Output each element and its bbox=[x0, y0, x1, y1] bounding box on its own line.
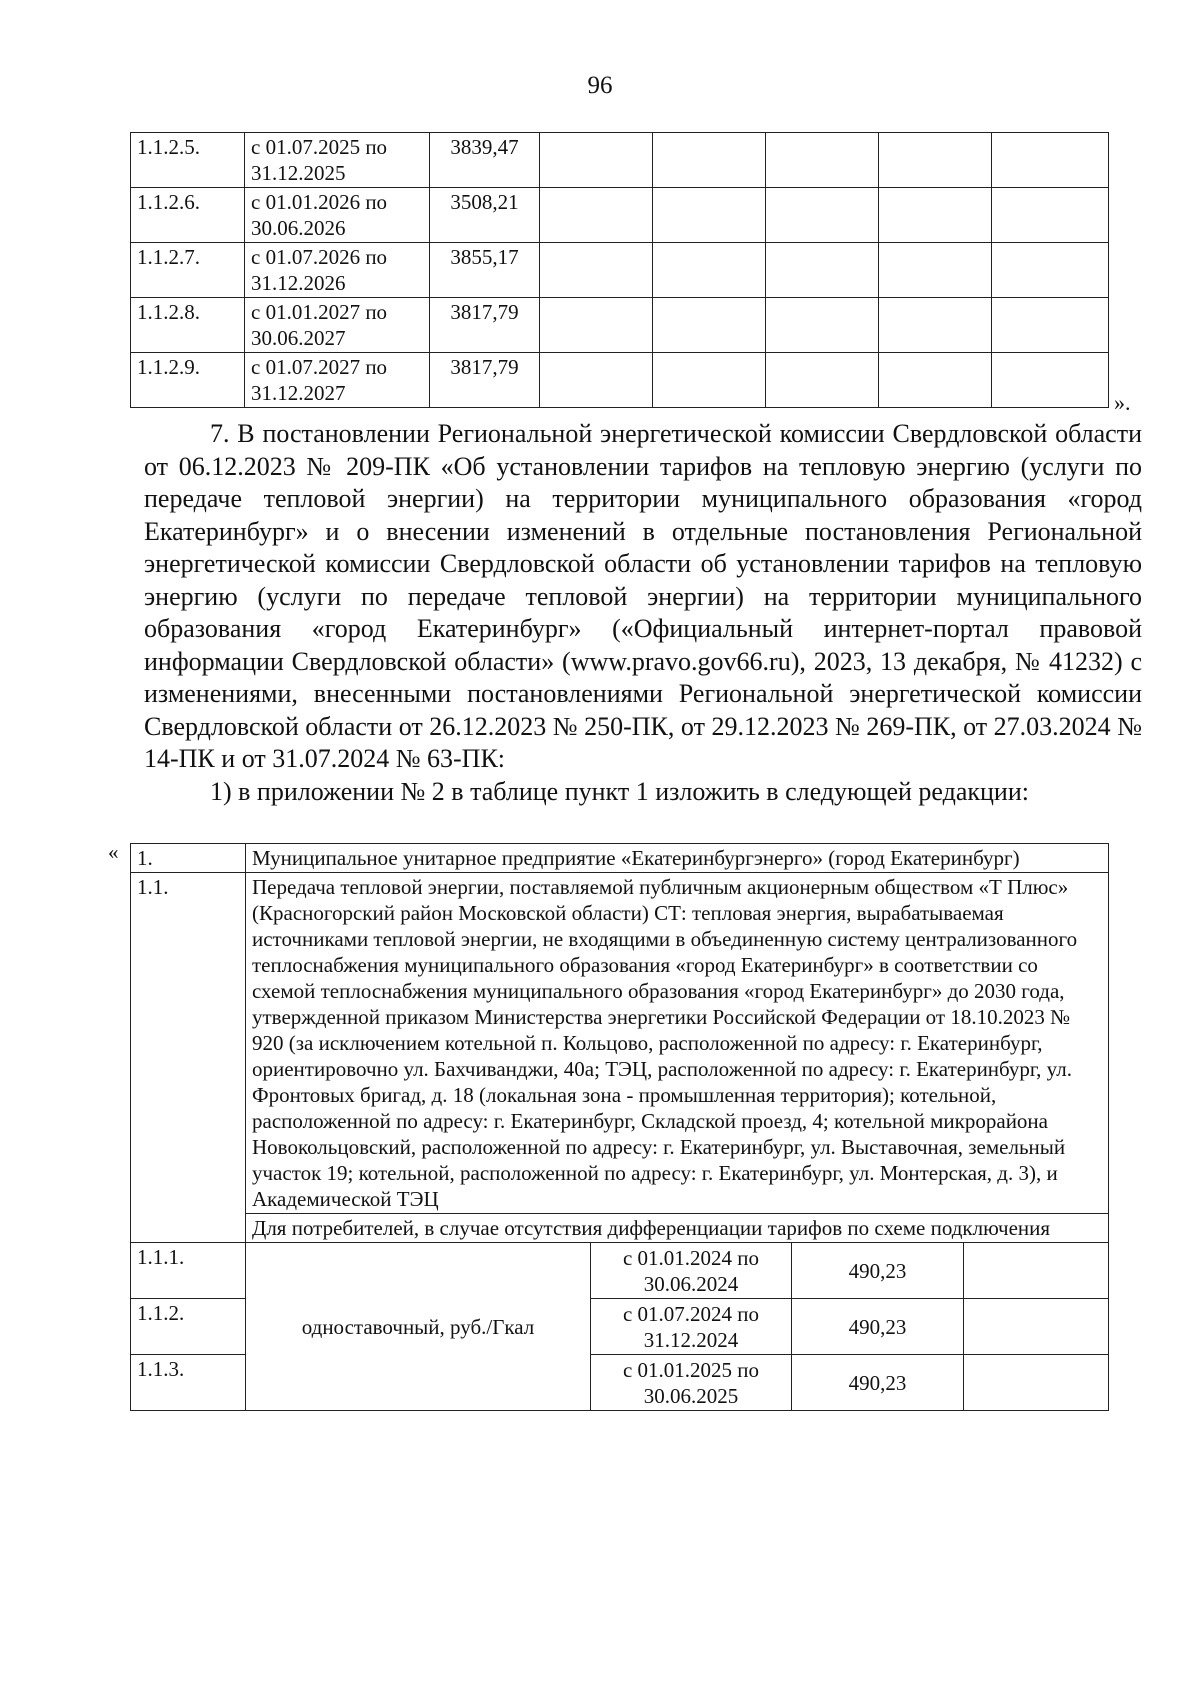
empty-cell bbox=[879, 353, 992, 408]
empty-cell bbox=[879, 243, 992, 298]
table-row bbox=[131, 243, 1109, 298]
tariff-table-new-edition bbox=[130, 843, 1109, 1411]
row-period: с 01.07.2026 по 31.12.2026 bbox=[245, 243, 430, 298]
empty-cell bbox=[879, 133, 992, 188]
row-value: 490,23 bbox=[792, 1243, 964, 1299]
opening-quote: « bbox=[108, 840, 119, 864]
empty-cell bbox=[879, 298, 992, 353]
row-number: 1.1.2.6. bbox=[131, 188, 245, 243]
tariff-table-continuation bbox=[130, 132, 1109, 408]
empty-cell bbox=[540, 188, 653, 243]
table-row bbox=[131, 298, 1109, 353]
paragraph-7-text: 7. В постановлении Региональной энергетической комиссии Свердловской области от 06.12.2023 № 209-ПК «Об установлении тарифов на тепловую энергию (услуги по передаче тепловой энергии) на территории муниципального образования «город Екатеринбург» и о внесении изменений в отдельные постановления Региональной энергетической комиссии Свердловской области об установлении тарифов на тепловую энергию (услуги по передаче тепловой энергии) на территории муниципального образования «город Екатеринбург» («Официальный интернет-портал правовой информации Свердловской области» (www.pravo.gov66.ru), 2023, 13 декабря, № 41232) с изменениями, внесенными постановлениями Региональной энергетической комиссии Свердловской области от 26.12.2023 № 250-ПК, от 29.12.2023 № 269-ПК, от 27.03.2024 № 14-ПК и от 31.07.2024 № 63-ПК: bbox=[144, 419, 1142, 773]
row-value: 3855,17 bbox=[430, 243, 540, 298]
empty-cell bbox=[992, 188, 1109, 243]
empty-cell bbox=[992, 133, 1109, 188]
empty-cell bbox=[879, 188, 992, 243]
row-period: с 01.01.2025 по 30.06.2025 bbox=[591, 1355, 792, 1411]
page-number: 96 bbox=[587, 72, 613, 99]
consumers-description: Для потребителей, в случае отсутствия дифференциации тарифов по схеме подключения bbox=[246, 1214, 1109, 1243]
row-number: 1.1.2. bbox=[131, 1299, 246, 1355]
row-period: с 01.07.2024 по 31.12.2024 bbox=[591, 1299, 792, 1355]
empty-cell bbox=[653, 133, 766, 188]
row-number: 1.1.3. bbox=[131, 1355, 246, 1411]
row-period: с 01.01.2026 по 30.06.2026 bbox=[245, 188, 430, 243]
table-row bbox=[131, 353, 1109, 408]
empty-cell bbox=[992, 298, 1109, 353]
table-row bbox=[131, 133, 1109, 188]
row-value: 490,23 bbox=[792, 1355, 964, 1411]
table-row bbox=[131, 844, 1109, 873]
table-row bbox=[131, 1243, 1109, 1299]
empty-cell bbox=[766, 133, 879, 188]
empty-cell bbox=[653, 188, 766, 243]
empty-cell bbox=[540, 353, 653, 408]
body-text bbox=[144, 418, 1142, 808]
empty-cell bbox=[992, 243, 1109, 298]
row-period: с 01.07.2025 по 31.12.2025 bbox=[245, 133, 430, 188]
organization-name: Муниципальное унитарное предприятие «Екатеринбургэнерго» (город Екатеринбург) bbox=[246, 844, 1109, 873]
empty-cell bbox=[653, 243, 766, 298]
empty-cell bbox=[540, 298, 653, 353]
table-row bbox=[131, 188, 1109, 243]
closing-quote: ». bbox=[1114, 390, 1131, 415]
subparagraph-1-text: 1) в приложении № 2 в таблице пункт 1 изложить в следующей редакции: bbox=[210, 776, 1029, 806]
empty-cell bbox=[964, 1355, 1109, 1411]
subparagraph-1 bbox=[144, 776, 1142, 809]
service-description: Передача тепловой энергии, поставляемой публичным акционерным обществом «Т Плюс» (Красногорский район Московской области) СТ: тепловая энергия, вырабатываемая источниками тепловой энергии, не входящими в объединенную систему централизованного теплоснабжения муниципального образования «город Екатеринбург» в соответствии со схемой теплоснабжения муниципального образования «город Екатеринбург» до 2030 года, утвержденной приказом Министерства энергетики Российской Федерации от 18.10.2023 № 920 (за исключением котельной п. Кольцово, расположенной по адресу: г. Екатеринбург, ориентировочно ул. Бахчиванджи, 40а; ТЭЦ, расположенной по адресу: г. Екатеринбург, ул. Фронтовых бригад, д. 18 (локальная зона - промышленная территория); котельной, расположенной по адресу: г. Екатеринбург, Складской проезд, 4; котельной микрорайона Новокольцовский, расположенной по адресу: г. Екатеринбург, ул. Выставочная, земельный участок 19; котельной, расположенной по адресу: г. Екатеринбург, ул. Монтерская, д. 3), и Академической ТЭЦ bbox=[246, 873, 1109, 1214]
empty-cell bbox=[992, 353, 1109, 408]
empty-cell bbox=[766, 353, 879, 408]
row-number: 1. bbox=[131, 844, 246, 873]
row-number: 1.1.2.9. bbox=[131, 353, 245, 408]
empty-cell bbox=[964, 1299, 1109, 1355]
empty-cell bbox=[766, 243, 879, 298]
row-number: 1.1.2.8. bbox=[131, 298, 245, 353]
row-number: 1.1.2.5. bbox=[131, 133, 245, 188]
row-value: 3839,47 bbox=[430, 133, 540, 188]
row-period: с 01.07.2027 по 31.12.2027 bbox=[245, 353, 430, 408]
row-value: 3817,79 bbox=[430, 353, 540, 408]
empty-cell bbox=[766, 188, 879, 243]
row-value: 3817,79 bbox=[430, 298, 540, 353]
row-number: 1.1.1. bbox=[131, 1243, 246, 1299]
empty-cell bbox=[653, 298, 766, 353]
empty-cell bbox=[766, 298, 879, 353]
paragraph-7 bbox=[144, 418, 1142, 776]
row-number: 1.1. bbox=[131, 873, 246, 1243]
row-period: с 01.01.2027 по 30.06.2027 bbox=[245, 298, 430, 353]
empty-cell bbox=[540, 243, 653, 298]
row-number: 1.1.2.7. bbox=[131, 243, 245, 298]
row-value: 490,23 bbox=[792, 1299, 964, 1355]
table-row bbox=[131, 1214, 1109, 1243]
empty-cell bbox=[540, 133, 653, 188]
empty-cell bbox=[653, 353, 766, 408]
row-value: 3508,21 bbox=[430, 188, 540, 243]
table-row bbox=[131, 873, 1109, 1214]
empty-cell bbox=[964, 1243, 1109, 1299]
row-period: с 01.01.2024 по 30.06.2024 bbox=[591, 1243, 792, 1299]
rate-label: одноставочный, руб./Гкал bbox=[246, 1243, 591, 1411]
